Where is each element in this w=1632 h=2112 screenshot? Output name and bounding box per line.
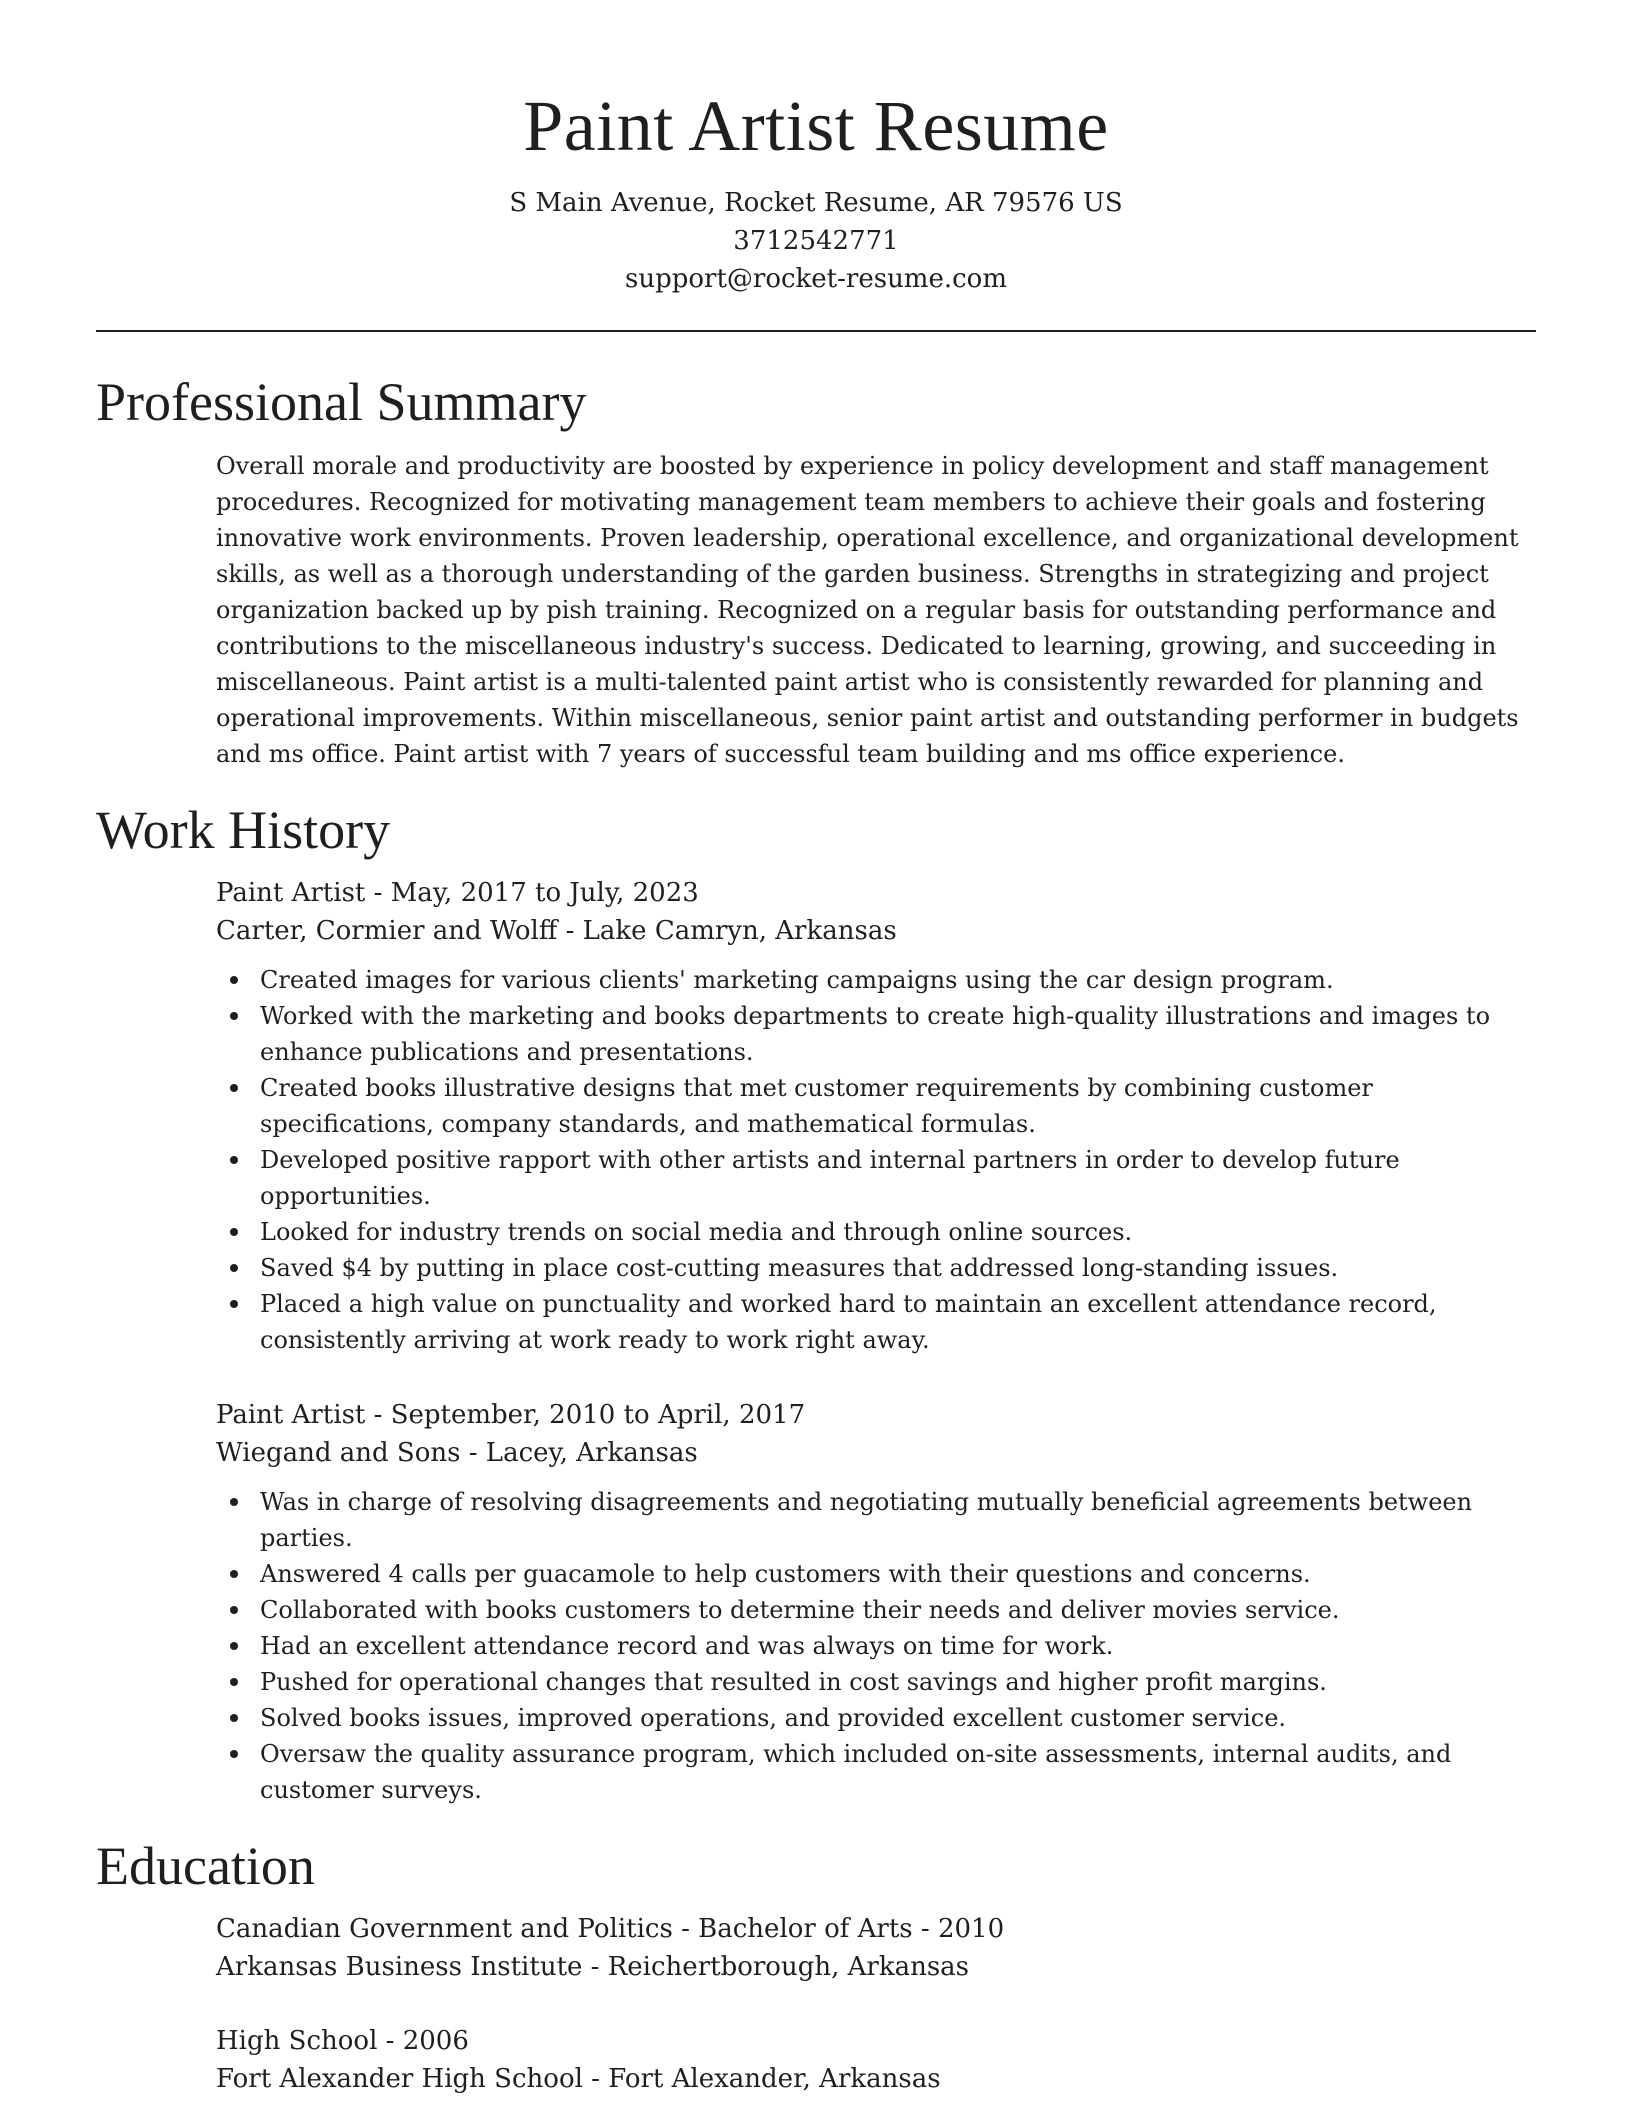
- work-history-section: [216, 874, 1536, 1808]
- job-dates: - September, 2010 to April, 2017: [365, 1400, 806, 1430]
- school-line: [216, 1948, 1536, 1986]
- list-item: Pushed for operational changes that resulted in cost savings and higher profit margins.: [260, 1664, 1536, 1700]
- degree: Canadian Government and Politics - Bachelor of Arts: [216, 1914, 913, 1944]
- list-item: Had an excellent attendance record and was always on time for work.: [260, 1628, 1536, 1664]
- list-item: Worked with the marketing and books departments to create high-quality illustrations and images to enhance publications and presentations.: [260, 998, 1536, 1070]
- job-entry: [216, 874, 1536, 1358]
- degree-year: - 2010: [912, 1914, 1005, 1944]
- job-location: - Lake Camryn, Arkansas: [557, 916, 897, 946]
- list-item: Answered 4 calls per guacamole to help customers with their questions and concerns.: [260, 1556, 1536, 1592]
- phone: 3712542771: [733, 226, 899, 256]
- job-location: - Lacey, Arkansas: [460, 1438, 698, 1468]
- job-company: Wiegand and Sons: [216, 1438, 461, 1468]
- email: support@rocket-resume.com: [624, 264, 1007, 294]
- education-entry: [216, 1910, 1536, 1986]
- education-heading: Education: [96, 1836, 315, 1896]
- degree-line: [216, 1910, 1536, 1948]
- degree-year: - 2006: [377, 2026, 469, 2056]
- job-title-line: [216, 874, 1536, 912]
- education-section: [216, 1910, 1536, 2098]
- list-item: Saved $4 by putting in place cost-cutting measures that addressed long-standing issues.: [260, 1250, 1536, 1286]
- summary-heading: Professional Summary: [96, 372, 587, 432]
- list-item: Oversaw the quality assurance program, which included on-site assessments, internal audits, and customer surveys.: [260, 1736, 1536, 1808]
- degree: High School: [216, 2026, 378, 2056]
- job-role: Paint Artist: [216, 1400, 366, 1430]
- job-company-line: [216, 1434, 1536, 1472]
- resume-page: [96, 0, 1536, 2098]
- work-history-heading: Work History: [96, 800, 391, 860]
- list-item: Collaborated with books customers to determine their needs and deliver movies service.: [260, 1592, 1536, 1628]
- summary-text: Overall morale and productivity are boosted by experience in policy development and staff management procedures. Recognized for motivating management team members to achieve their goals and fostering innovative work environments. Proven leadership, operational excellence, and organizational development skills, as well as a thorough understanding of the garden business. Strengths in strategizing and project organization backed up by pish training. Recognized on a regular basis for outstanding performance and contributions to the miscellaneous industry's success. Dedicated to learning, growing, and succeeding in miscellaneous. Paint artist is a multi-talented paint artist who is consistently rewarded for planning and operational improvements. Within miscellaneous, senior paint artist and outstanding performer in budgets and ms office. Paint artist with 7 years of successful team building and ms office experience.: [216, 452, 1519, 768]
- job-bullets: [216, 1484, 1536, 1808]
- summary-section: [216, 448, 1536, 772]
- job-title-line: [216, 1396, 1536, 1434]
- degree-line: [216, 2022, 1536, 2060]
- job-company: Carter, Cormier and Wolff: [216, 916, 558, 946]
- school-location: - Reichertborough, Arkansas: [582, 1952, 970, 1982]
- list-item: Created images for various clients' marketing campaigns using the car design program.: [260, 962, 1536, 998]
- list-item: Looked for industry trends on social media and through online sources.: [260, 1214, 1536, 1250]
- job-company-line: [216, 912, 1536, 950]
- resume-header: [96, 0, 1536, 298]
- list-item: Was in charge of resolving disagreements and negotiating mutually beneficial agreements between parties.: [260, 1484, 1536, 1556]
- job-entry: [216, 1396, 1536, 1808]
- school: Fort Alexander High School: [216, 2064, 583, 2094]
- school-line: [216, 2060, 1536, 2098]
- list-item: Solved books issues, improved operations, and provided excellent customer service.: [260, 1700, 1536, 1736]
- resume-title: Paint Artist Resume: [523, 86, 1109, 166]
- address: S Main Avenue, Rocket Resume, AR 79576 US: [509, 188, 1123, 218]
- list-item: Created books illustrative designs that met customer requirements by combining customer specifications, company standards, and mathematical formulas.: [260, 1070, 1536, 1142]
- list-item: Developed positive rapport with other artists and internal partners in order to develop future opportunities.: [260, 1142, 1536, 1214]
- contact-block: [96, 184, 1536, 298]
- school: Arkansas Business Institute: [216, 1952, 583, 1982]
- job-dates: - May, 2017 to July, 2023: [365, 878, 699, 908]
- education-entry: [216, 2022, 1536, 2098]
- list-item: Placed a high value on punctuality and worked hard to maintain an excellent attendance record, consistently arriving at work ready to work right away.: [260, 1286, 1536, 1358]
- school-location: - Fort Alexander, Arkansas: [582, 2064, 941, 2094]
- header-divider: [96, 330, 1536, 332]
- job-bullets: [216, 962, 1536, 1358]
- job-role: Paint Artist: [216, 878, 366, 908]
